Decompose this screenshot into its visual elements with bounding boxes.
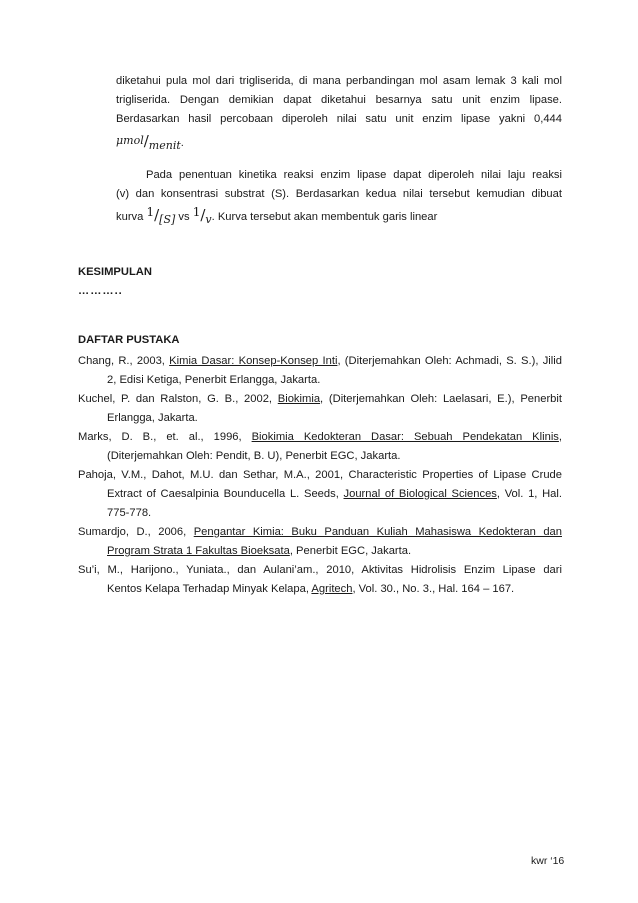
fraction-slash: / bbox=[200, 206, 206, 224]
reference-title: Biokimia Kedokteran Dasar: Sebuah Pendekatan Klinis bbox=[251, 431, 559, 443]
body-line: diketahui pula mol dari trigliserida, di mana perbandingan mol asam lemak 3 kali mol bbox=[116, 75, 562, 87]
page-footer: kwr ‘16 bbox=[531, 855, 565, 867]
fraction-numerator: 1 bbox=[192, 205, 201, 219]
reference-title: Agritech bbox=[311, 583, 353, 595]
fraction-numerator: 1 bbox=[146, 205, 155, 219]
reference-title: Biokimia bbox=[277, 393, 321, 405]
unit-denominator: menit bbox=[148, 139, 181, 152]
text-fragment: . Kurva tersebut akan membentuk garis linear bbox=[211, 211, 438, 223]
unit-expression bbox=[116, 132, 184, 150]
unit-numerator: μmol bbox=[116, 134, 144, 147]
kesimpulan-content: ……….. bbox=[78, 285, 123, 297]
reference-entry: Sumardjo, D., 2006, Pengantar Kimia: Buku Panduan Kuliah Mahasiswa Kedokteran dan Program Strata 1 Fakultas Bioeksata, Penerbit EGC, Jakarta. bbox=[78, 526, 562, 557]
fraction-denominator: [S] bbox=[159, 213, 176, 226]
body-line-with-fractions bbox=[116, 206, 437, 224]
reference-entry: Pahoja, V.M., Dahot, M.U. dan Sethar, M.A., 2001, Characteristic Properties of Lipase Crude Extract of Caesalpinia Bounducella L. Seeds, Journal of Biological Sciences, Vol. 1, Hal. 775-778. bbox=[78, 469, 562, 519]
reference-entry: Kuchel, P. dan Ralston, G. B., 2002, Biokimia, (Diterjemahkan Oleh: Laelasari, E.), Penerbit Erlangga, Jakarta. bbox=[78, 393, 562, 424]
text-fragment: vs bbox=[175, 211, 193, 223]
text-fragment: kurva bbox=[116, 211, 147, 223]
section-heading-daftar-pustaka: DAFTAR PUSTAKA bbox=[78, 334, 180, 346]
body-line: Pada penentuan kinetika reaksi enzim lipase dapat diperoleh nilai laju reaksi bbox=[146, 169, 562, 181]
body-line: trigliserida. Dengan demikian dapat diketahui besarnya satu unit enzim lipase. bbox=[116, 94, 562, 106]
body-line: (v) dan konsentrasi substrat (S). Berdasarkan kedua nilai tersebut kemudian dibuat bbox=[116, 188, 562, 200]
section-heading-kesimpulan: KESIMPULAN bbox=[78, 266, 152, 278]
fraction-denominator: v bbox=[205, 213, 212, 226]
reference-entry: Marks, D. B., et. al., 1996, Biokimia Kedokteran Dasar: Sebuah Pendekatan Klinis, (Diterjemahkan Oleh: Pendit, B. U), Penerbit EGC, Jakarta. bbox=[78, 431, 562, 462]
reference-entry: Su’i, M., Harijono., Yuniata., dan Aulani’am., 2010, Aktivitas Hidrolisis Enzim Lipase dari Kentos Kelapa Terhadap Minyak Kelapa, Agritech, Vol. 30., No. 3., Hal. 164 – 167. bbox=[78, 564, 562, 595]
unit-slash: / bbox=[143, 132, 149, 150]
reference-title: Journal of Biological Sciences bbox=[343, 488, 497, 500]
reference-title: Kimia Dasar: Konsep-Konsep Inti bbox=[169, 355, 338, 367]
reference-title-continued: Program Strata 1 Fakultas Bioeksata bbox=[107, 545, 290, 557]
reference-entry: Chang, R., 2003, Kimia Dasar: Konsep-Konsep Inti, (Diterjemahkan Oleh: Achmadi, S. S.), Jilid 2, Edisi Ketiga, Penerbit Erlangga, Jakarta. bbox=[78, 355, 562, 386]
reference-title: Pengantar Kimia: Buku Panduan Kuliah Mahasiswa Kedokteran dan bbox=[193, 526, 562, 538]
fraction-slash: / bbox=[154, 206, 160, 224]
unit-period: . bbox=[180, 137, 184, 149]
body-line: Berdasarkan hasil percobaan diperoleh nilai satu unit enzim lipase yakni 0,444 bbox=[116, 113, 562, 125]
